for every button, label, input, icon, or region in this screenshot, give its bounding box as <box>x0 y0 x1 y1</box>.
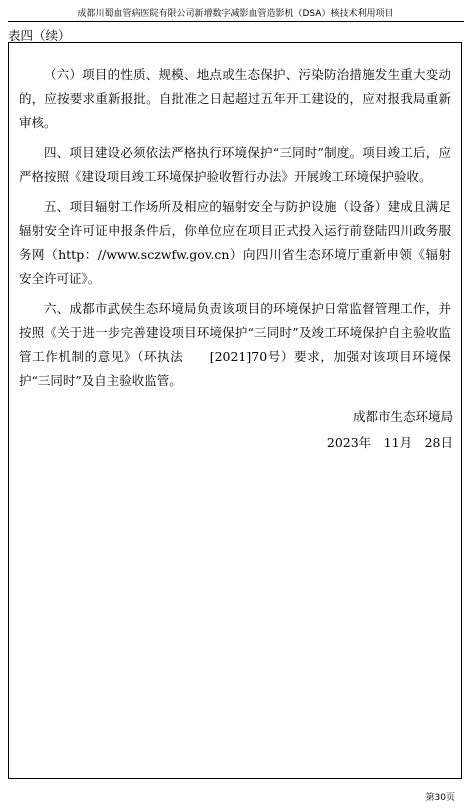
header-divider <box>8 21 464 22</box>
table-label: 表四（续） <box>8 28 71 43</box>
paragraph-section-6: 六、成都市武侯生态环境局负责该项目的环境保护日常监督管理工作，并按照《关于进一步完善建设项目环境保护“三同时”及竣工环境保护自主验收监管工作机制的意见》（环执法 [2021]70号）要求，加强对该项目环境保护“三同时”及自主验收监管。 <box>19 301 451 388</box>
content-table <box>8 42 462 779</box>
signature-organization: 成都市生态环境局 <box>352 409 453 424</box>
signature-date: 2023年 11月 28日 <box>326 435 453 450</box>
page-number: 第30页 <box>425 793 455 803</box>
paragraph-item-6: （六）项目的性质、规模、地点或生态保护、污染防治措施发生重大变动的，应按要求重新报批。自批准之日起超过五年开工建设的，应对报我局重新审核。 <box>19 67 451 130</box>
document-header: 成都川蜀血管病医院有限公司新增数字减影血管造影机（DSA）核技术利用项目 <box>77 9 394 19</box>
content-body <box>19 63 451 399</box>
paragraph-section-5: 五、项目辐射工作场所及相应的辐射安全与防护设施（设备）建成且满足辐射安全许可证申报条件后，你单位应在项目正式投入运行前登陆四川政务服务网（http：//www.sczwfw.gov.cn）向四川省生态环境厅重新申领《辐射安全许可证》。 <box>19 199 451 286</box>
paragraph-section-4: 四、项目建设必须依法严格执行环境保护“三同时”制度。项目竣工后，应严格按照《建设项目竣工环境保护验收暂行办法》开展竣工环境保护验收。 <box>19 145 451 184</box>
